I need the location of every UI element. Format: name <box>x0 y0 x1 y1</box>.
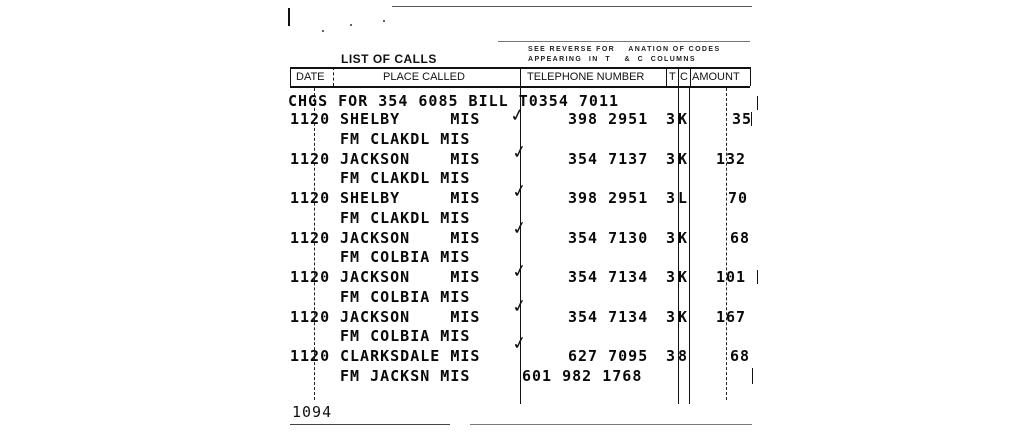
call-2-place: JACKSON MIS <box>340 150 481 168</box>
bottom-rule-right <box>470 424 752 425</box>
column-header-c: C <box>680 71 688 83</box>
call-4-place: JACKSON MIS <box>340 229 481 247</box>
call-7-from: FM JACKSN MIS <box>340 367 471 385</box>
call-1-c: K <box>678 110 689 128</box>
extra-phone-number: 601 982 1768 <box>522 367 643 385</box>
column-line-c <box>689 88 690 404</box>
call-7-date: 1120 <box>290 347 331 365</box>
header-divider-date <box>333 67 334 86</box>
call-5-phone: 354 7134 <box>568 268 649 286</box>
call-1-place: SHELBY MIS <box>340 110 481 128</box>
call-4-date: 1120 <box>290 229 331 247</box>
call-6-c: K <box>678 308 689 326</box>
call-2-t: 3 <box>666 150 677 168</box>
speck <box>322 30 324 32</box>
call-7-c: 8 <box>678 347 689 365</box>
call-3-t: 3 <box>666 189 677 207</box>
call-3-amount: 70 <box>728 189 749 207</box>
call-6-t: 3 <box>666 308 677 326</box>
call-6-phone: 354 7134 <box>568 308 649 326</box>
call-6-amount: 167 <box>716 308 747 326</box>
call-5-place: JACKSON MIS <box>340 268 481 286</box>
call-7-phone: 627 7095 <box>568 347 649 365</box>
call-1-from: FM CLAKDL MIS <box>340 130 471 148</box>
call-6-from: FM COLBIA MIS <box>340 327 471 345</box>
footer-code: 1094 <box>292 403 333 421</box>
column-header-date: DATE <box>296 71 325 83</box>
codes-note-line-1: SEE REVERSE FOR ANATION OF CODES <box>528 46 721 53</box>
call-3-from: FM CLAKDL MIS <box>340 209 471 227</box>
call-1-t: 3 <box>666 110 677 128</box>
call-6-place: JACKSON MIS <box>340 308 481 326</box>
check-mark-icon: ✓ <box>510 331 529 356</box>
call-1-phone: 398 2951 <box>568 110 649 128</box>
right-edge-mark <box>752 368 753 384</box>
call-2-phone: 354 7137 <box>568 150 649 168</box>
call-4-t: 3 <box>666 229 677 247</box>
check-mark-icon: ✓ <box>510 216 529 241</box>
check-mark-icon: ✓ <box>510 140 529 165</box>
call-4-from: FM COLBIA MIS <box>340 248 471 266</box>
check-mark-icon: ✓ <box>510 294 529 319</box>
check-mark-icon: ✓ <box>508 103 527 128</box>
call-3-c: L <box>678 189 689 207</box>
call-4-amount: 68 <box>730 229 751 247</box>
header-divider-amount <box>690 67 691 86</box>
call-2-date: 1120 <box>290 150 331 168</box>
speck <box>350 24 352 26</box>
call-1-date: 1120 <box>290 110 331 128</box>
column-line-place <box>520 88 521 404</box>
column-header-place: PLACE CALLED <box>383 71 465 83</box>
call-4-c: K <box>678 229 689 247</box>
call-6-date: 1120 <box>290 308 331 326</box>
check-mark-icon: ✓ <box>510 259 529 284</box>
column-header-t: T <box>669 71 676 83</box>
call-7-amount: 68 <box>730 347 751 365</box>
top-rule <box>392 6 752 7</box>
call-2-c: K <box>678 150 689 168</box>
call-3-date: 1120 <box>290 189 331 207</box>
column-line-amount-guide <box>726 88 727 400</box>
call-5-c: K <box>678 268 689 286</box>
call-2-amount: 132 <box>716 150 747 168</box>
top-left-tick <box>288 8 290 26</box>
header-divider-c <box>678 67 679 86</box>
header-divider-left <box>290 67 291 86</box>
call-2-from: FM CLAKDL MIS <box>340 169 471 187</box>
charges-line: CHGS FOR 354 6085 BILL T0354 7011 <box>288 92 620 110</box>
right-edge-mark <box>757 270 758 284</box>
call-1-amount: 35 <box>732 110 753 128</box>
call-7-place: CLARKSDALE MIS <box>340 347 481 365</box>
column-header-amount: AMOUNT <box>692 71 740 83</box>
call-7-t: 3 <box>666 347 677 365</box>
header-divider-place <box>520 67 521 86</box>
right-edge-mark <box>757 96 758 110</box>
call-4-phone: 354 7130 <box>568 229 649 247</box>
call-5-from: FM COLBIA MIS <box>340 288 471 306</box>
codes-note-line-2: APPEARING IN T & C COLUMNS <box>528 56 696 63</box>
speck <box>383 20 385 22</box>
header-divider-right <box>750 67 751 86</box>
call-3-place: SHELBY MIS <box>340 189 481 207</box>
call-5-t: 3 <box>666 268 677 286</box>
header-top-rule <box>498 41 750 42</box>
call-5-amount: 101 <box>716 268 747 286</box>
call-3-phone: 398 2951 <box>568 189 649 207</box>
form-title: LIST OF CALLS <box>341 52 437 66</box>
check-mark-icon: ✓ <box>510 179 529 204</box>
call-5-date: 1120 <box>290 268 331 286</box>
header-divider-t <box>666 67 667 86</box>
column-header-phone: TELEPHONE NUMBER <box>527 71 645 83</box>
bottom-rule-left <box>290 424 450 425</box>
